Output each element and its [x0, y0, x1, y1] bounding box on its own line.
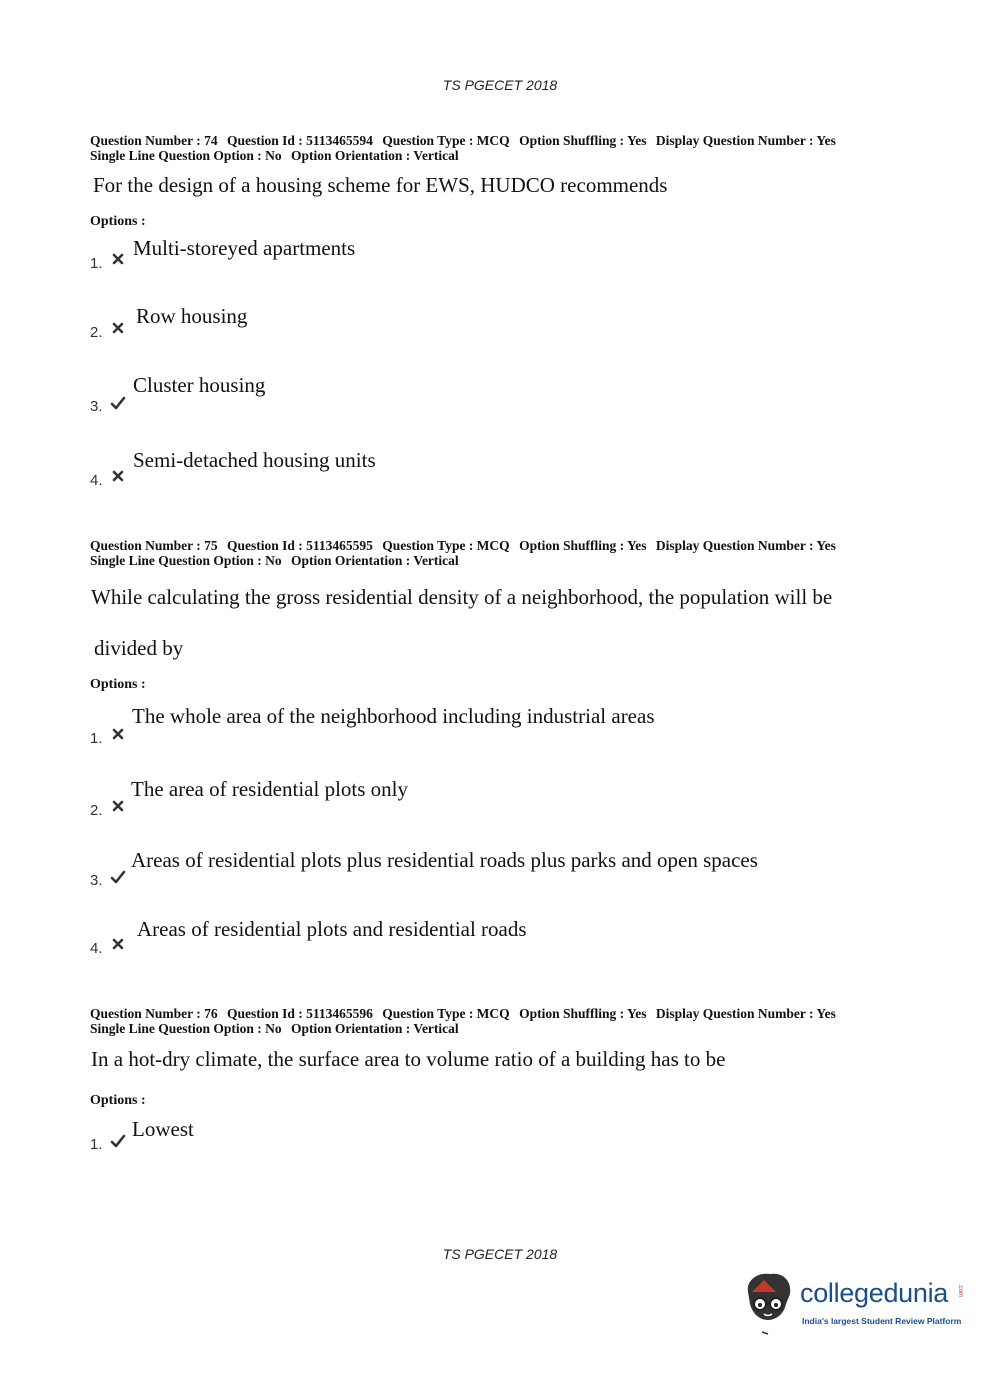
meta-field: Display Question Number : Yes [655, 133, 836, 148]
cross-icon [110, 726, 126, 742]
check-icon [110, 1133, 126, 1149]
question-meta [90, 1007, 920, 1036]
meta-field: Question Number : 75 [90, 538, 218, 553]
meta-field: Question Id : 5113465595 [227, 538, 373, 553]
meta-field: Display Question Number : Yes [655, 1006, 836, 1021]
question-text: In a hot-dry climate, the surface area to volume ratio of a building has to be [91, 1047, 726, 1071]
check-icon [110, 869, 126, 885]
meta-field: Single Line Question Option : No [90, 552, 282, 568]
option-number: 1. [90, 255, 103, 272]
option-number: 1. [90, 1136, 103, 1153]
question-text: For the design of a housing scheme for EWS, HUDCO recommends [93, 173, 668, 197]
meta-field: Option Shuffling : Yes [519, 538, 647, 553]
option-text: Row housing [136, 304, 248, 328]
page-footer: TS PGECET 2018 [442, 1246, 558, 1262]
option-text: Cluster housing [133, 373, 266, 397]
cross-icon [110, 251, 126, 267]
option-text: Areas of residential plots and residential roads [137, 917, 527, 941]
cross-icon [110, 320, 126, 336]
cross-icon [110, 798, 126, 814]
question-text: While calculating the gross residential density of a neighborhood, the population will be [91, 585, 833, 609]
option-number: 2. [90, 802, 103, 819]
question-text: divided by [94, 636, 184, 660]
options-label: Options : [90, 677, 146, 692]
meta-field: Question Number : 74 [90, 133, 218, 148]
option-text: Lowest [132, 1117, 194, 1141]
meta-field: Display Question Number : Yes [655, 538, 836, 553]
meta-field: Question Type : MCQ [382, 538, 510, 553]
option-number: 2. [90, 324, 103, 341]
option-number: 3. [90, 398, 103, 415]
options-label: Options : [90, 1093, 146, 1108]
meta-field: Option Orientation : Vertical [291, 552, 459, 568]
option-number: 1. [90, 730, 103, 747]
option-text: Areas of residential plots plus residential roads plus parks and open spaces [131, 848, 758, 872]
option-text: Semi-detached housing units [133, 448, 376, 472]
logo-suffix: .com [957, 1284, 963, 1298]
meta-field: Single Line Question Option : No [90, 1020, 282, 1036]
meta-field: Option Orientation : Vertical [291, 1020, 459, 1036]
meta-field: Question Id : 5113465596 [227, 1006, 373, 1021]
meta-field: Single Line Question Option : No [90, 147, 282, 163]
cross-icon [110, 936, 126, 952]
meta-field: Question Type : MCQ [382, 133, 510, 148]
option-number: 4. [90, 940, 103, 957]
question-meta [90, 134, 920, 163]
meta-field: Option Orientation : Vertical [291, 147, 459, 163]
cross-icon [110, 468, 126, 484]
meta-field: Question Type : MCQ [382, 1006, 510, 1021]
meta-field: Question Number : 76 [90, 1006, 218, 1021]
option-text: The area of residential plots only [131, 777, 408, 801]
page-header: TS PGECET 2018 [442, 77, 558, 93]
option-number: 4. [90, 472, 103, 489]
meta-field: Option Shuffling : Yes [519, 133, 647, 148]
option-number: 3. [90, 872, 103, 889]
option-text: Multi-storeyed apartments [133, 236, 356, 260]
meta-field: Option Shuffling : Yes [519, 1006, 647, 1021]
logo-tagline: India's largest Student Review Platform [802, 1316, 962, 1326]
check-icon [110, 395, 126, 411]
collegedunia-logo [742, 1270, 972, 1340]
meta-field: Question Id : 5113465594 [227, 133, 373, 148]
question-meta [90, 539, 920, 568]
option-text: The whole area of the neighborhood including industrial areas [132, 704, 655, 728]
mascot-icon [742, 1270, 798, 1338]
logo-wordmark: collegedunia [800, 1278, 949, 1308]
options-label: Options : [90, 214, 146, 229]
